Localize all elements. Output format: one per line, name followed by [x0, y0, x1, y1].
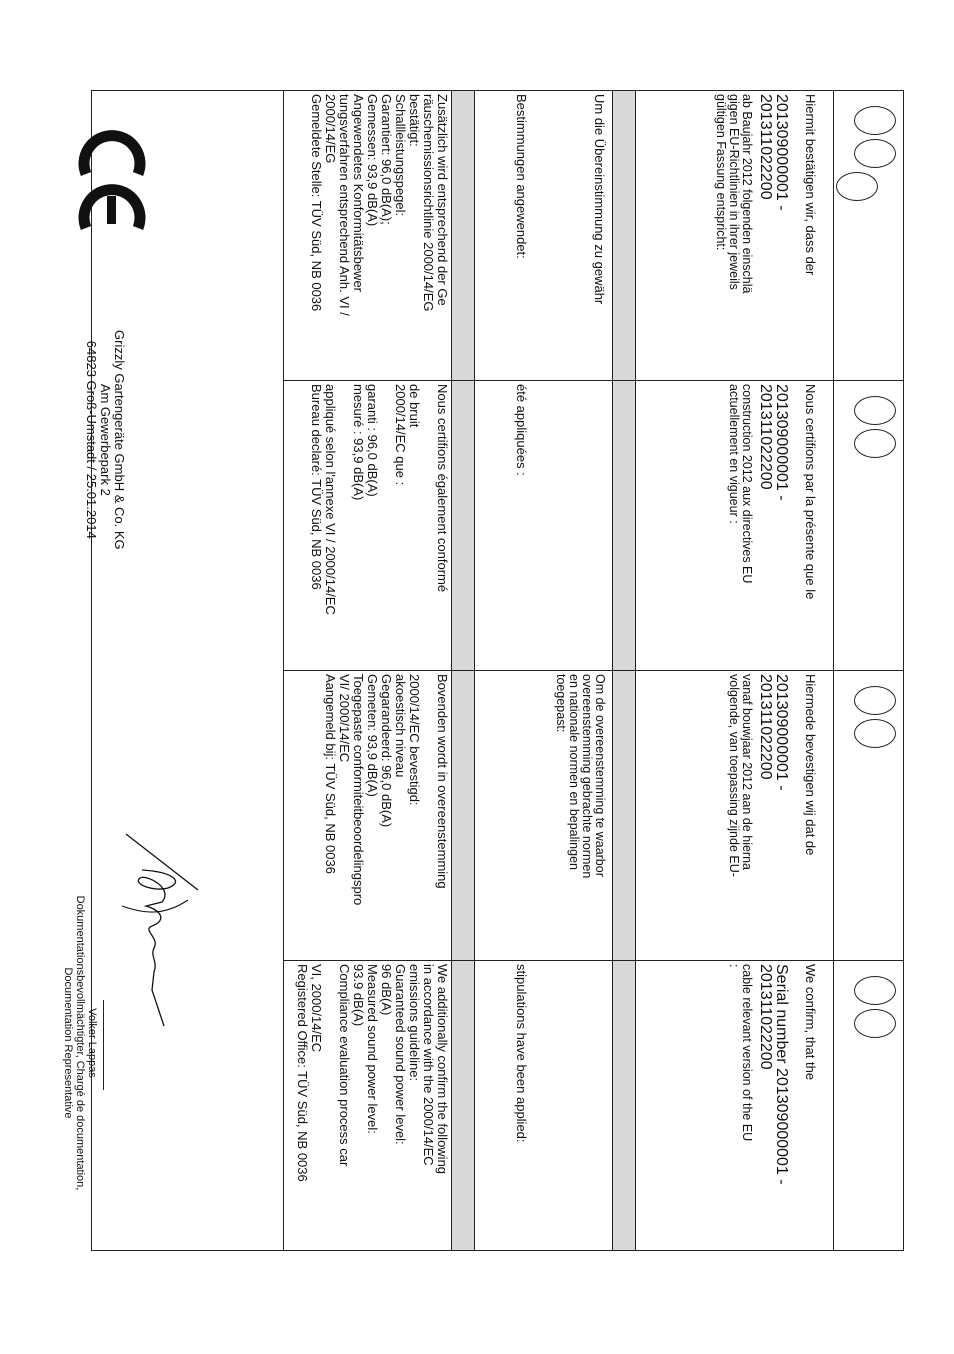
- text-line: gigen EU-Richtlinien in ihrer jeweils: [727, 94, 741, 290]
- text-line: ab Baujahr 2012 folgenden einschlä: [740, 94, 754, 294]
- text-line: Bestimmungen angewendet:: [514, 94, 529, 259]
- text-line: Gegarandeerd: 96,0 dB(A): [379, 674, 394, 828]
- text-line: Angewendetes Konformitätsbewer: [351, 94, 366, 293]
- text-line: Toegepaste conformiteitbeoordelingspro: [351, 674, 366, 906]
- text-line: Nous certifions également conformé: [435, 384, 450, 593]
- text-line: été appliquées :: [514, 384, 529, 476]
- text-line: appliqué selon l'annexe VI / 2000/14/EC: [323, 384, 338, 615]
- text-line: Zusätzlich wird entsprechend der Ge: [435, 94, 450, 306]
- text-line: Gemeldete Stelle: TÜV Süd, NB 0036: [309, 94, 324, 312]
- text-line: bestätigt:: [407, 94, 422, 147]
- text-line: akoestisch niveau: [393, 674, 408, 778]
- text-line: VI/ 2000/14/EC: [337, 674, 352, 763]
- declaration-sheet: [46, 90, 904, 1250]
- company-street: Am Gewerbepark 2: [98, 383, 113, 496]
- text-line: en nationale normen en bepalingen: [567, 674, 581, 870]
- text-line: 2000/14/EC bevestigd:: [407, 674, 422, 806]
- serial-line: 201311022200: [757, 94, 774, 200]
- text-line: Compliance evaluation process car: [337, 964, 352, 1167]
- text-line: vanaf bouwjaar 2012 aan de hierna: [740, 674, 754, 870]
- text-line: Schallleistungspegel:: [393, 94, 408, 217]
- text-line: stipulations have been applied:: [514, 964, 529, 1143]
- text-line: Guaranteed sound power level:: [393, 964, 408, 1145]
- text-line: toegepast:: [554, 674, 568, 733]
- company-city-date: 64823 Groß-Umstadt / 25.01.2014: [84, 340, 99, 539]
- text-line: Measured sound power level:: [365, 964, 380, 1134]
- text-line: Om de overeenstemming te waarbor: [593, 674, 607, 877]
- signature-line: [103, 1000, 104, 1090]
- text-line: tungsverfahren entsprechend Anh. VI /: [337, 94, 352, 316]
- text-line: garanti : 96,0 dB(A): [365, 384, 380, 497]
- text-line: overeenstemming gebrachte normen: [580, 674, 594, 879]
- text-line: Gemessen: 93,9 dB(A): [365, 94, 380, 227]
- text-line: emissions guideline:: [407, 964, 422, 1082]
- text-line: gültigen Fassung entspricht:: [714, 94, 728, 251]
- text-line: mesuré : 93,9 dB(A): [351, 384, 366, 501]
- serial-line: 201311022200: [757, 964, 774, 1070]
- text-line: 96 dB(A): [379, 964, 394, 1016]
- text-line: räuschemissionsrichtlinie 2000/14/EG: [421, 94, 436, 312]
- text-line: volgende, van toepassing zijnde EU-: [727, 674, 741, 877]
- serial-line: 201311022200: [757, 384, 774, 490]
- intro-text: Hiermit bestätigen wir, dass der: [803, 94, 818, 276]
- serial-line: Serial number 201309000001 -: [773, 964, 790, 1185]
- signatory-name: Volker Lappas: [86, 1008, 98, 1078]
- signatory: [62, 858, 98, 1228]
- text-line: Bureau declaré: TÜV Süd, NB 0036: [309, 384, 324, 590]
- intro-text: Hiermede bevestigen wij dat de: [803, 674, 818, 856]
- text-line: Gemeten: 93,9 dB(A): [365, 674, 380, 797]
- text-line: actuellement en vigueur :: [727, 384, 741, 524]
- text-line: VI, 2000/14/EC: [309, 964, 324, 1053]
- text-line: cable relevant version of the EU: [740, 964, 754, 1142]
- company-name: Grizzly Gartengeräte GmbH & Co. KG: [112, 330, 127, 550]
- text-line: in accordance with the 2000/14/EC: [421, 964, 436, 1166]
- signatory-title: Dokumentationsbevollmächtigter, Chargé de documentation,: [74, 895, 86, 1191]
- text-line: Garantiert: 96,0 dB(A);: [379, 94, 394, 225]
- footer-overlay: [46, 90, 904, 1250]
- text-line: Bovenden wordt in overeenstemming: [435, 674, 450, 889]
- text-line: 2000/14/EC que :: [393, 384, 408, 486]
- text-line: 2000/14/EG: [323, 94, 338, 164]
- text-line: 93.9 dB(A): [351, 964, 366, 1027]
- intro-text: We confirm, that the: [803, 964, 818, 1081]
- serial-line: 201309000001 -: [773, 674, 790, 791]
- text-line: We additionally confirm the following: [435, 964, 450, 1175]
- text-line: Registered Office: TÜV Süd, NB 0036: [295, 964, 310, 1182]
- handwritten-signature: [120, 830, 204, 1030]
- text-line: de bruit: [407, 384, 422, 428]
- serial-line: 201309000001 -: [773, 384, 790, 501]
- text-line: :: [727, 964, 741, 968]
- company-address: [84, 330, 126, 550]
- serial-line: 201311022200: [757, 674, 774, 780]
- text-line: construction 2012 aux directives EU: [740, 384, 754, 584]
- ce-mark: [78, 128, 146, 233]
- text-line: Aangemeld bij: TÜV Süd, NB 0036: [323, 674, 338, 874]
- serial-line: 201309000001 -: [773, 94, 790, 211]
- text-line: Um die Übereinstimmung zu gewähr: [592, 94, 607, 305]
- signatory-title-en: Documentation Representative: [62, 967, 74, 1119]
- intro-text: Nous certifions par la présente que le: [803, 384, 818, 600]
